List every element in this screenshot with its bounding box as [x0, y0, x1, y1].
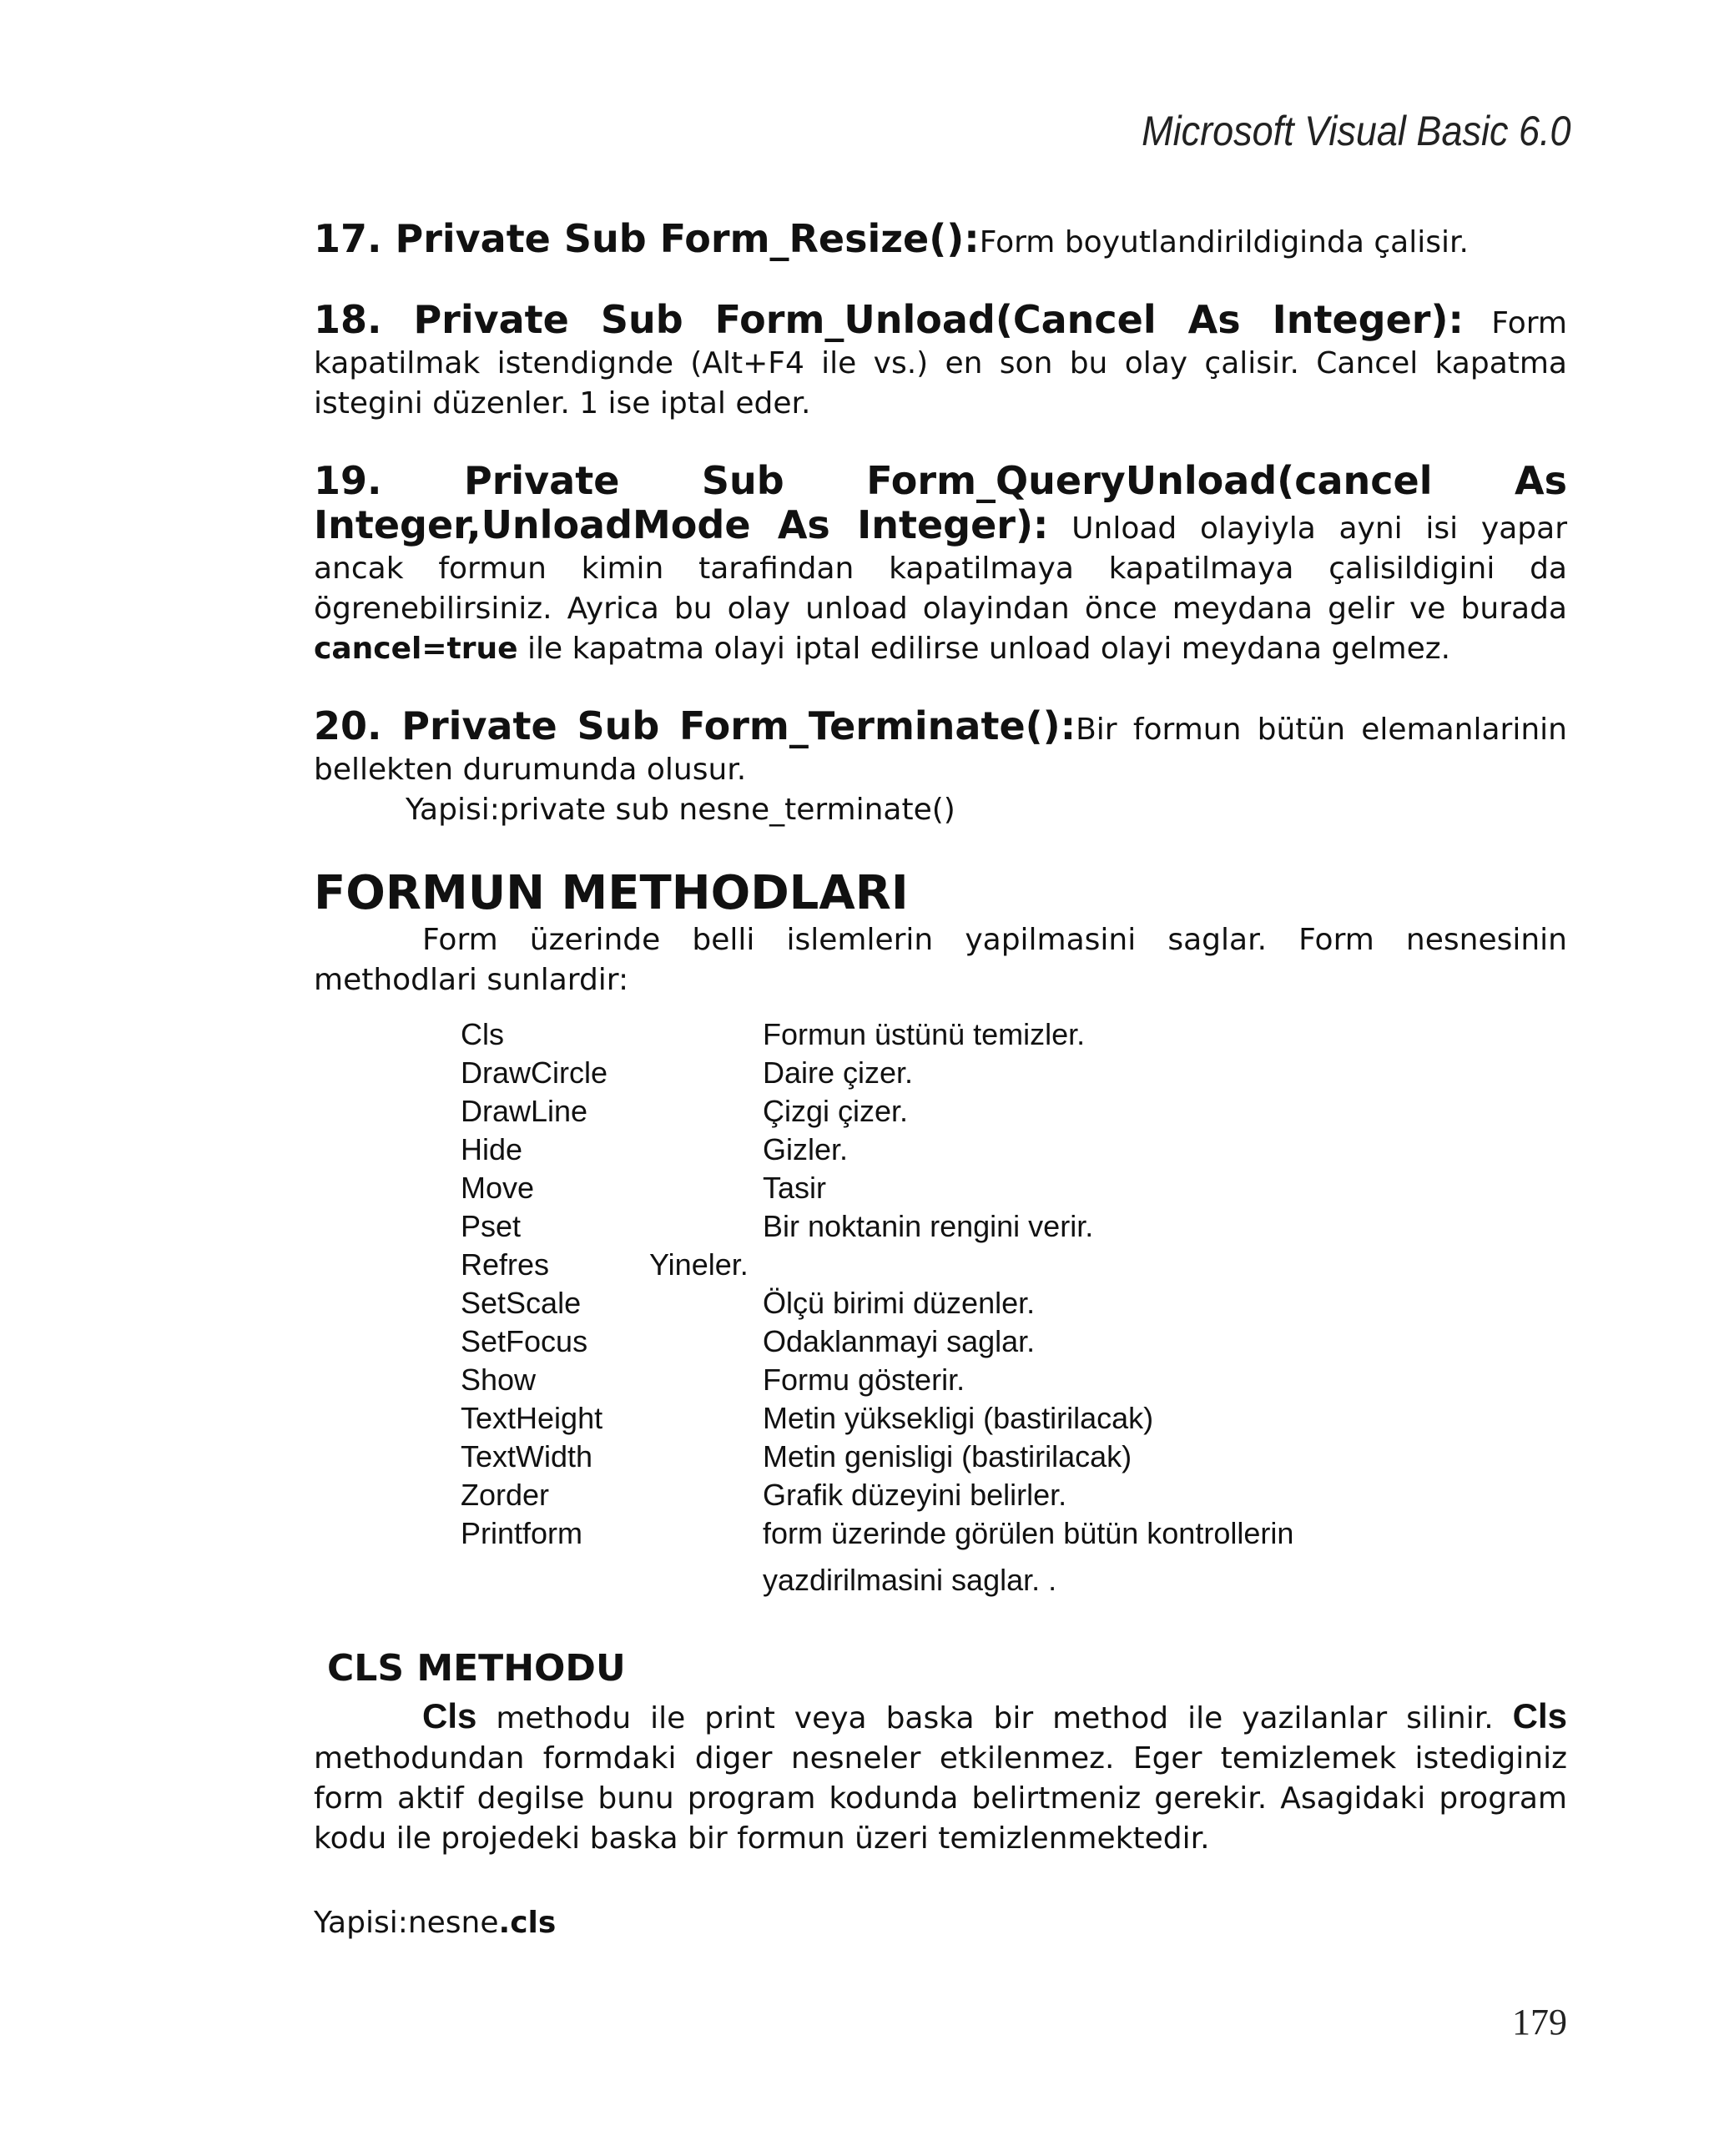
cls-text: methodundan formdaki diger nesneler etkilenmez. Eger temizlemek istediginiz form aktif degilse bunu program kodunda belirtmeniz gerekir. Asagidaki program kodu ile projedeki baska bir formun üzeri temizlenmektedir. [314, 1741, 1567, 1856]
method-name-empty [314, 1561, 763, 1599]
method-desc: Bir noktanin rengini verir. [763, 1209, 1094, 1243]
cancel-true-code: cancel=true [314, 632, 518, 666]
method-name: Hide [461, 1132, 523, 1166]
method-name: DrawCircle [461, 1055, 608, 1090]
method-desc: Formu gösterir. [763, 1363, 965, 1397]
method-name: Zorder [461, 1478, 550, 1512]
page-content [314, 216, 1567, 1940]
method-desc: yazdirilmasini saglar. . [763, 1563, 1057, 1597]
entry-18 [314, 297, 1567, 424]
method-name: Show [461, 1363, 537, 1397]
method-name: Pset [461, 1209, 522, 1243]
entry-text: Form kapatilmak istendignde (Alt+F4 ile vs.) en son bu olay çalisir. Cancel kapatma istegini düzenler. 1 ise iptal eder. [314, 306, 1567, 421]
method-row [314, 1246, 1567, 1284]
method-desc: Formun üstünü temizler. [763, 1017, 1086, 1051]
method-desc: Yineler. [649, 1247, 749, 1282]
entry-20-syntax: Yapisi:private sub nesne_terminate() [406, 793, 955, 827]
method-row [314, 1131, 1567, 1169]
method-row [314, 1015, 1567, 1054]
syntax-keyword: .cls [498, 1906, 557, 1940]
methods-list [314, 1015, 1567, 1599]
cls-keyword: Cls [1512, 1696, 1567, 1735]
method-row [314, 1169, 1567, 1207]
method-desc: Tasir [763, 1171, 827, 1205]
entry-20-body [314, 703, 1567, 790]
entry-text: Bir formun bütün elemanlarinin bellekten durumunda olusur. [314, 713, 1567, 787]
entry-19 [314, 458, 1567, 669]
method-name: TextWidth [461, 1439, 593, 1473]
method-name: DrawLine [461, 1094, 588, 1128]
cls-keyword: Cls [422, 1696, 477, 1735]
page-number: 179 [1512, 2002, 1567, 2043]
cls-description [314, 1696, 1567, 1859]
method-row [314, 1361, 1567, 1399]
method-row [314, 1438, 1567, 1476]
method-name: Printform [461, 1516, 583, 1550]
method-row [314, 1322, 1567, 1361]
method-desc: Ölçü birimi düzenler. [763, 1286, 1036, 1320]
entry-text: Unload olayiyla ayni isi yapar ancak formun kimin tarafindan kapatilmaya kapatilmaya çalisildigini da ögrenebilirsiniz. Ayrica bu olay unload olayindan önce meydana gelir ve burada [314, 511, 1567, 626]
method-desc: Daire çizer. [763, 1055, 914, 1090]
method-desc: Çizgi çizer. [763, 1094, 909, 1128]
cls-syntax [314, 1906, 1567, 1940]
method-row [314, 1284, 1567, 1322]
entry-text-end: ile kapatma olayi iptal edilirse unload olayi meydana gelmez. [517, 632, 1451, 666]
method-row [314, 1092, 1567, 1131]
method-row [314, 1207, 1567, 1246]
entry-heading: 19. Private Sub Form_QueryUnload(cancel As Integer,UnloadMode As Integer): [314, 458, 1567, 547]
method-desc: Gizler. [763, 1132, 849, 1166]
cls-text: methodu ile print veya baska bir method ile yazilanlar silinir. [476, 1701, 1513, 1735]
method-name: Cls [461, 1017, 504, 1051]
methods-intro: Form üzerinde belli islemlerin yapilmasini saglar. Form nesnesinin methodlari sunlardir: [314, 923, 1567, 997]
method-name: SetFocus [461, 1324, 588, 1358]
method-name: Move [461, 1171, 535, 1205]
running-header: Microsoft Visual Basic 6.0 [1142, 108, 1571, 154]
method-desc: form üzerinde görülen bütün kontrollerin [763, 1516, 1294, 1550]
method-desc: Metin yüksekligi (bastirilacak) [763, 1401, 1154, 1435]
entry-17 [314, 216, 1567, 263]
entry-20 [314, 703, 1567, 830]
method-desc: Grafik düzeyini belirler. [763, 1478, 1067, 1512]
method-row [314, 1476, 1567, 1514]
method-row [314, 1399, 1567, 1438]
cls-section-title: CLS METHODU [327, 1647, 626, 1690]
method-name: SetScale [461, 1286, 582, 1320]
methods-section-title: FORMUN METHODLARI [314, 866, 909, 920]
entry-text: Form boyutlandirildiginda çalisir. [979, 225, 1469, 259]
method-name: Refres [461, 1247, 550, 1282]
entry-heading: 18. Private Sub Form_Unload(Cancel As Integer): [314, 297, 1464, 342]
entry-heading: 20. Private Sub Form_Terminate(): [314, 703, 1076, 748]
method-desc: Odaklanmayi saglar. [763, 1324, 1036, 1358]
method-row [314, 1054, 1567, 1092]
entry-heading: 17. Private Sub Form_Resize(): [314, 216, 980, 261]
method-row [314, 1514, 1567, 1553]
method-desc: Metin genisligi (bastirilacak) [763, 1439, 1132, 1473]
method-row-continuation [314, 1553, 1567, 1599]
method-name: TextHeight [461, 1401, 603, 1435]
syntax-label: Yapisi:nesne [314, 1906, 499, 1940]
